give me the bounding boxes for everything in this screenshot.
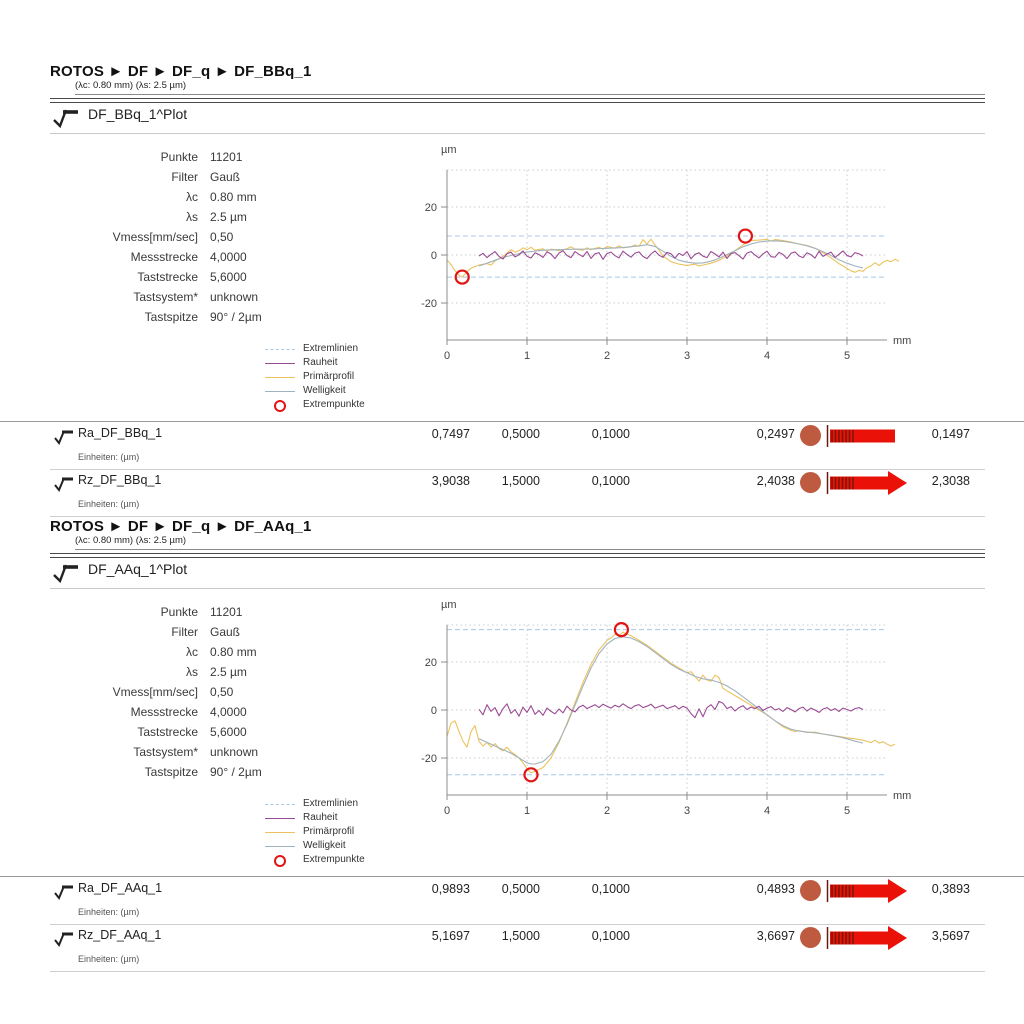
parameter-list [50, 150, 380, 330]
legend-swatch-icon [265, 349, 295, 350]
parameter-label: Tastspitze [144, 765, 198, 779]
parameter-value: Gauß [210, 170, 241, 184]
legend-swatch-icon [265, 846, 295, 847]
svg-text:20: 20 [424, 657, 437, 669]
profile-chart [415, 590, 935, 840]
result-overrun-value: 3,5697 [931, 929, 970, 943]
legend-item [265, 343, 425, 357]
result-rows [0, 876, 1024, 972]
svg-text:mm: mm [893, 335, 912, 347]
result-unit-note: Einheiten: (µm) [78, 452, 140, 462]
parameter-value: 0.80 mm [210, 190, 257, 204]
chart-legend [265, 343, 425, 413]
legend-item [265, 812, 425, 826]
roughness-check-icon [53, 475, 75, 493]
legend-label: Primärprofil [303, 826, 355, 837]
parameter-row [50, 765, 380, 785]
plot-title: DF_AAq_1^Plot [88, 561, 188, 577]
result-nominal-value: 1,5000 [501, 929, 540, 943]
parameter-row [50, 685, 380, 705]
svg-text:0: 0 [430, 705, 437, 717]
parameter-value: 0.80 mm [210, 645, 257, 659]
svg-text:µm: µm [441, 144, 457, 156]
divider [50, 588, 985, 589]
parameter-row [50, 605, 380, 625]
breadcrumb: ROTOS ► DF ► DF_q ► DF_AAq_1 [50, 518, 312, 535]
result-actual-value: 5,1697 [431, 929, 470, 943]
legend-item [265, 840, 425, 854]
parameter-value: 4,0000 [210, 705, 247, 719]
svg-text:mm: mm [893, 790, 912, 802]
parameter-label: Tastspitze [144, 310, 198, 324]
double-divider [50, 553, 985, 558]
legend-label: Rauheit [303, 357, 338, 368]
svg-text:0: 0 [443, 350, 451, 362]
parameter-label: λc [186, 645, 198, 659]
section-df-aaq-1 [0, 518, 1024, 973]
roughness-check-icon [53, 930, 75, 948]
parameter-value: 11201 [210, 605, 243, 619]
divider [75, 549, 985, 550]
legend-label: Extrempunkte [303, 854, 365, 865]
parameter-label: Tastsystem* [133, 290, 198, 304]
result-deviation-value: 3,6697 [756, 929, 795, 943]
svg-text:2: 2 [603, 350, 611, 362]
profile-chart [415, 135, 935, 385]
legend-item [265, 357, 425, 371]
result-nominal-value: 0,5000 [501, 427, 540, 441]
parameter-label: Punkte [160, 605, 198, 619]
result-tolerance-value: 0,1000 [591, 882, 630, 896]
parameter-row [50, 190, 380, 210]
roughness-check-icon [53, 428, 75, 446]
svg-text:2: 2 [603, 805, 611, 817]
result-deviation-value: 0,4893 [756, 882, 795, 896]
parameter-label: Filter [171, 625, 198, 639]
parameter-row [50, 745, 380, 765]
result-deviation-value: 2,4038 [756, 474, 795, 488]
deviation-dot-icon [800, 927, 821, 948]
parameter-value: unknown [210, 745, 259, 759]
svg-text:5: 5 [843, 350, 851, 362]
parameter-label: Vmess[mm/sec] [112, 230, 198, 244]
parameter-label: λs [186, 665, 198, 679]
parameter-label: Punkte [160, 150, 198, 164]
result-row [50, 469, 985, 517]
legend-swatch-icon [265, 804, 295, 805]
result-unit-note: Einheiten: (µm) [78, 907, 140, 917]
svg-text:3: 3 [683, 350, 691, 362]
result-nominal-value: 1,5000 [501, 474, 540, 488]
legend-item [265, 399, 425, 413]
svg-text:1: 1 [523, 350, 531, 362]
legend-swatch-icon [265, 391, 295, 392]
parameter-label: λs [186, 210, 198, 224]
section-df-bbq-1 [0, 63, 1024, 518]
result-unit-note: Einheiten: (µm) [78, 954, 140, 964]
legend-item [265, 798, 425, 812]
result-actual-value: 3,9038 [431, 474, 470, 488]
svg-text:µm: µm [441, 599, 457, 611]
result-actual-value: 0,7497 [431, 427, 470, 441]
result-row [50, 877, 985, 925]
parameter-row [50, 705, 380, 725]
legend-item [265, 826, 425, 840]
svg-text:3: 3 [683, 805, 691, 817]
deviation-dot-icon [800, 880, 821, 901]
legend-item [265, 854, 425, 868]
parameter-value: 5,6000 [210, 725, 247, 739]
parameter-label: Taststrecke [137, 270, 198, 284]
parameter-value: 0,50 [210, 230, 234, 244]
parameter-row [50, 310, 380, 330]
svg-text:0: 0 [443, 805, 451, 817]
double-divider [50, 98, 985, 103]
result-overrun-value: 2,3038 [931, 474, 970, 488]
parameter-value: 11201 [210, 150, 243, 164]
result-nominal-value: 0,5000 [501, 882, 540, 896]
parameter-row [50, 250, 380, 270]
svg-text:20: 20 [424, 202, 437, 214]
parameter-row [50, 230, 380, 250]
roughness-check-icon [51, 107, 81, 129]
legend-swatch-icon [274, 400, 286, 412]
parameter-row [50, 210, 380, 230]
parameter-value: 0,50 [210, 685, 234, 699]
result-overrun-value: 0,3893 [931, 882, 970, 896]
breadcrumb: ROTOS ► DF ► DF_q ► DF_BBq_1 [50, 63, 312, 80]
parameter-label: Filter [171, 170, 198, 184]
result-name: Rz_DF_BBq_1 [78, 473, 162, 487]
parameter-row [50, 645, 380, 665]
result-overrun-value: 0,1497 [931, 427, 970, 441]
legend-label: Extrempunkte [303, 399, 365, 410]
parameter-row [50, 625, 380, 645]
legend-swatch-icon [265, 377, 295, 378]
legend-label: Extremlinien [303, 343, 359, 354]
parameter-value: 90° / 2µm [210, 765, 262, 779]
result-name: Rz_DF_AAq_1 [78, 928, 162, 942]
parameter-row [50, 170, 380, 190]
legend-label: Welligkeit [303, 385, 346, 396]
legend-swatch-icon [265, 832, 295, 833]
parameter-row [50, 290, 380, 310]
parameter-label: Tastsystem* [133, 745, 198, 759]
legend-label: Primärprofil [303, 371, 355, 382]
filter-note: (λc: 0.80 mm) (λs: 2.5 µm) [75, 535, 187, 546]
parameter-value: 2.5 µm [210, 665, 247, 679]
result-name: Ra_DF_AAq_1 [78, 881, 163, 895]
divider [75, 94, 985, 95]
result-rows [0, 421, 1024, 517]
roughness-check-icon [51, 562, 81, 584]
svg-text:4: 4 [763, 805, 771, 817]
svg-text:-20: -20 [421, 753, 437, 765]
legend-item [265, 371, 425, 385]
svg-text:4: 4 [763, 350, 771, 362]
result-row [50, 422, 985, 470]
parameter-label: Vmess[mm/sec] [112, 685, 198, 699]
legend-swatch-icon [274, 855, 286, 867]
deviation-dot-icon [800, 472, 821, 493]
parameter-value: 4,0000 [210, 250, 247, 264]
result-name: Ra_DF_BBq_1 [78, 426, 163, 440]
svg-text:0: 0 [430, 250, 437, 262]
parameter-value: Gauß [210, 625, 241, 639]
legend-item [265, 385, 425, 399]
parameter-value: 2.5 µm [210, 210, 247, 224]
svg-text:5: 5 [843, 805, 851, 817]
legend-label: Extremlinien [303, 798, 359, 809]
result-tolerance-value: 0,1000 [591, 474, 630, 488]
parameter-row [50, 665, 380, 685]
parameter-list [50, 605, 380, 785]
divider [50, 133, 985, 134]
parameter-label: λc [186, 190, 198, 204]
legend-label: Welligkeit [303, 840, 346, 851]
parameter-label: Messstrecke [130, 705, 198, 719]
parameter-row [50, 725, 380, 745]
result-row [50, 924, 985, 972]
parameter-value: 5,6000 [210, 270, 247, 284]
parameter-value: unknown [210, 290, 259, 304]
result-unit-note: Einheiten: (µm) [78, 499, 140, 509]
deviation-dot-icon [800, 425, 821, 446]
parameter-value: 90° / 2µm [210, 310, 262, 324]
parameter-row [50, 270, 380, 290]
result-tolerance-value: 0,1000 [591, 427, 630, 441]
chart-legend [265, 798, 425, 868]
legend-swatch-icon [265, 818, 295, 819]
svg-text:-20: -20 [421, 298, 437, 310]
parameter-label: Taststrecke [137, 725, 198, 739]
result-deviation-value: 0,2497 [756, 427, 795, 441]
legend-label: Rauheit [303, 812, 338, 823]
parameter-label: Messstrecke [130, 250, 198, 264]
result-actual-value: 0,9893 [431, 882, 470, 896]
parameter-row [50, 150, 380, 170]
roughness-check-icon [53, 883, 75, 901]
filter-note: (λc: 0.80 mm) (λs: 2.5 µm) [75, 80, 187, 91]
legend-swatch-icon [265, 363, 295, 364]
result-tolerance-value: 0,1000 [591, 929, 630, 943]
svg-text:1: 1 [523, 805, 531, 817]
plot-title: DF_BBq_1^Plot [88, 106, 188, 122]
